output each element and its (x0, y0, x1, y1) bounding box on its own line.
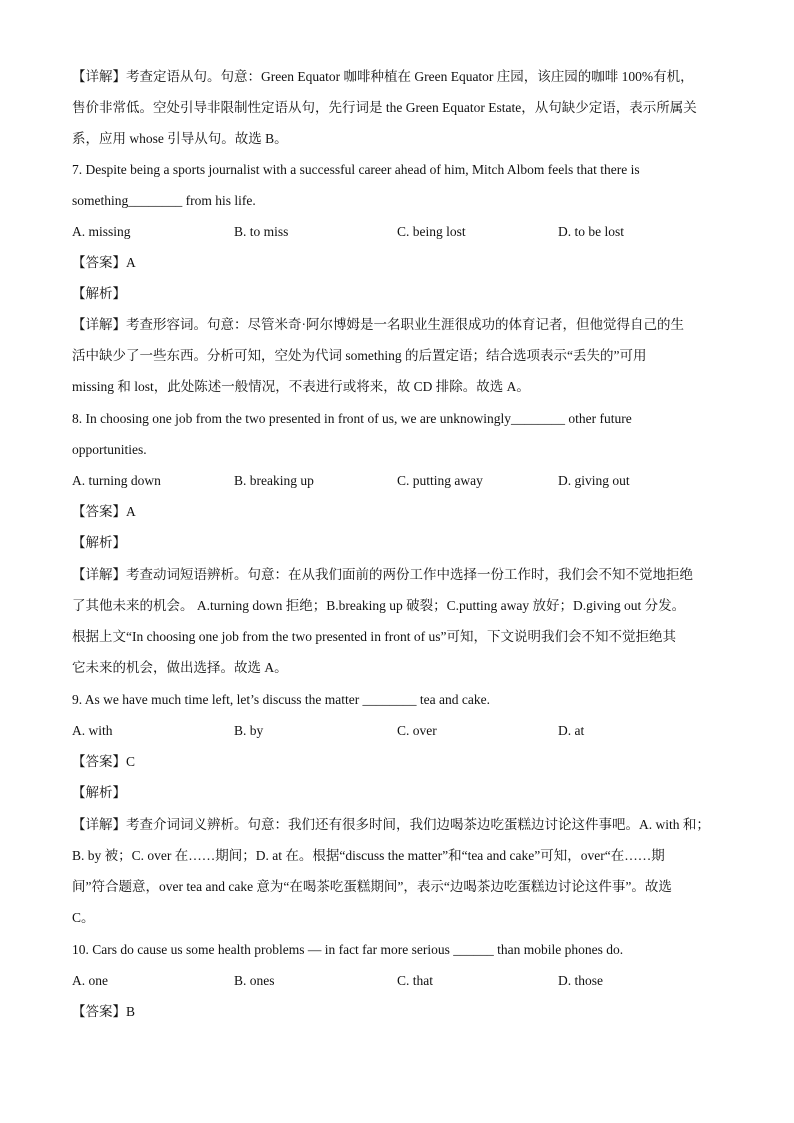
option-a: A. one (72, 973, 108, 988)
question-10-options (72, 972, 752, 990)
explanation-line: 【详解】考查动词短语辨析。句意：在从我们面前的两份工作中选择一份工作时，我们会不知不觉地拒绝 (72, 567, 693, 582)
question-9-options (72, 722, 752, 740)
explanation-line: 【详解】考查形容词。句意：尽管米奇·阿尔博姆是一名职业生涯很成功的体育记者，但他觉得自己的生 (72, 317, 684, 332)
option-b: B. by (234, 723, 264, 738)
option-d: D. those (558, 973, 603, 988)
question-7-stem: something________ from his life. (72, 193, 256, 208)
explanation-line: 间”符合题意，over tea and cake 意为“在喝茶吃蛋糕期间”，表示“边喝茶边吃蛋糕边讨论这件事”。故选 (72, 879, 672, 894)
answer-line: 【答案】A (72, 255, 136, 270)
answer-line: 【答案】C (72, 754, 136, 769)
option-c: C. that (397, 973, 433, 988)
option-c: C. over (397, 723, 437, 738)
option-d: D. to be lost (558, 224, 624, 239)
option-c: C. putting away (397, 473, 483, 488)
explanation-line: B. by 被；C. over 在……期间；D. at 在。根据“discuss the matter”和“tea and cake”可知，over“在……期 (72, 848, 665, 863)
option-b: B. to miss (234, 224, 289, 239)
explanation-line: 了其他未来的机会。 A.turning down 拒绝；B.breaking up 破裂；C.putting away 放好；D.giving out 分发。 (72, 598, 686, 613)
option-d: D. at (558, 723, 585, 738)
question-8-stem: opportunities. (72, 442, 147, 457)
question-7-stem: 7. Despite being a sports journalist with a successful career ahead of him, Mitch Albom feels that there is (72, 162, 640, 177)
option-a: A. turning down (72, 473, 161, 488)
question-10-stem: 10. Cars do cause us some health problems — in fact far more serious ______ than mobile phones do. (72, 942, 624, 957)
option-a: A. missing (72, 224, 131, 239)
analysis-heading: 【解析】 (72, 785, 126, 800)
explanation-line: C。 (72, 910, 95, 925)
analysis-heading: 【解析】 (72, 535, 126, 550)
question-7-options (72, 223, 752, 241)
question-9-stem: 9. As we have much time left, let’s discuss the matter ________ tea and cake. (72, 692, 491, 707)
explanation-line: 售价非常低。空处引导非限制性定语从句，先行词是 the Green Equator Estate，从句缺少定语，表示所属关 (72, 100, 697, 115)
option-d: D. giving out (558, 473, 630, 488)
option-c: C. being lost (397, 224, 466, 239)
explanation-line: 【详解】考查定语从句。句意：Green Equator 咖啡种植在 Green Equator 庄园，该庄园的咖啡 100%有机， (72, 69, 694, 84)
answer-line: 【答案】A (72, 504, 136, 519)
explanation-line: 根据上文“In choosing one job from the two presented in front of us”可知，下文说明我们会不知不觉拒绝其 (72, 629, 677, 644)
option-b: B. ones (234, 973, 275, 988)
explanation-line: 【详解】考查介词词义辨析。句意：我们还有很多时间，我们边喝茶边吃蛋糕边讨论这件事吧。A. with 和； (72, 817, 710, 832)
option-b: B. breaking up (234, 473, 314, 488)
answer-line: 【答案】B (72, 1004, 136, 1019)
question-8-stem: 8. In choosing one job from the two presented in front of us, we are unknowingly________ other future (72, 411, 632, 426)
explanation-line: 系，应用 whose 引导从句。故选 B。 (72, 131, 288, 146)
explanation-line: 活中缺少了一些东西。分析可知，空处为代词 something 的后置定语；结合选项表示“丢失的”可用 (72, 348, 647, 363)
explanation-line: missing 和 lost，此处陈述一般情况，不表进行或将来，故 CD 排除。故选 A。 (72, 379, 530, 394)
option-a: A. with (72, 723, 113, 738)
question-8-options (72, 472, 752, 490)
analysis-heading: 【解析】 (72, 286, 126, 301)
explanation-line: 它未来的机会，做出选择。故选 A。 (72, 660, 288, 675)
